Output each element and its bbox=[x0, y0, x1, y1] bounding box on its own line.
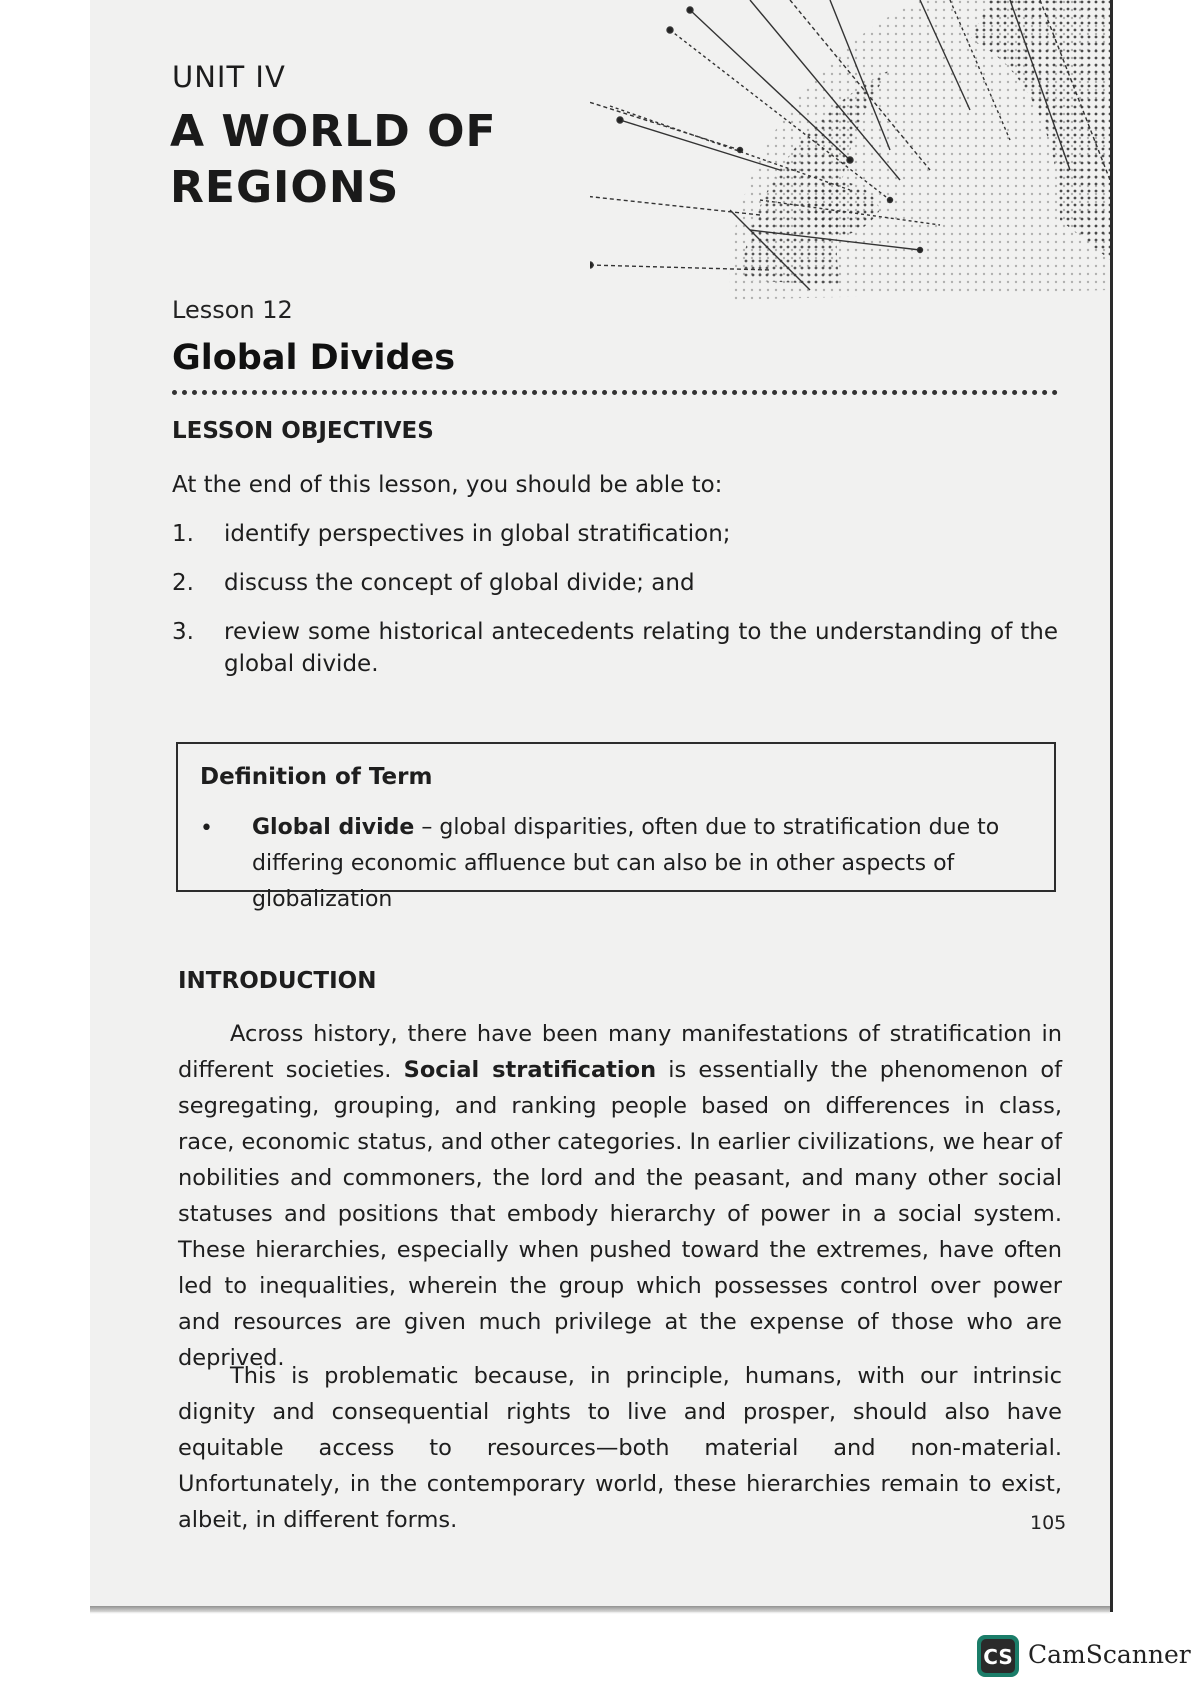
paragraph-text: is essentially the phenomenon of segregating, grouping, and ranking people based on differences in class, race, economic status, and other categories. In earlier civilizations, we hear of nobilities and commoners, the lord and the peasant, and many other social statuses and positions that embody hierarchy of power in a social system. These hierarchies, especially when pushed toward the extremes, have often led to inequalities, wherein the group which possesses control over power and resources are given much privilege at the expense of those who are deprived. bbox=[178, 1057, 1063, 1371]
objective-text: review some historical antecedents relating to the understanding of the global divide. bbox=[224, 619, 1058, 677]
unit-title: A WORLD OF REGIONS bbox=[170, 106, 497, 213]
unit-label: UNIT IV bbox=[172, 60, 286, 94]
definition-body: global disparities, often due to stratification due to differing economic affluence but can also be in other aspects of globalization bbox=[252, 815, 1000, 912]
introduction-heading: INTRODUCTION bbox=[178, 968, 377, 994]
camscanner-watermark: CamScanner bbox=[1028, 1640, 1191, 1669]
list-item bbox=[172, 567, 1058, 599]
paragraph-text: Across history, there have been many manifestations of stratification in different societies. bbox=[178, 1021, 1062, 1083]
logo-text: CS bbox=[983, 1645, 1013, 1669]
introduction-paragraph-2: This is problematic because, in principle, humans, with our intrinsic dignity and consequential rights to live and prosper, should also have equitable access to resources—both material and non-material. Unfortunately, in the contemporary world, these hierarchies remain to exist, albeit, in different forms. bbox=[178, 1363, 1062, 1533]
definition-separator: – bbox=[414, 815, 440, 840]
dotted-divider bbox=[172, 390, 1058, 395]
lesson-number: Lesson 12 bbox=[172, 296, 293, 324]
definition-term: Global divide bbox=[252, 815, 415, 840]
camscanner-logo-icon bbox=[976, 1634, 1020, 1678]
introduction-paragraph-1 bbox=[178, 1016, 1062, 1376]
list-number: 2. bbox=[172, 570, 194, 596]
dotted-globe-illustration bbox=[590, 0, 1110, 300]
page-number: 105 bbox=[1030, 1512, 1067, 1534]
page-edge-shadow bbox=[90, 1606, 1110, 1614]
objectives-heading: LESSON OBJECTIVES bbox=[172, 418, 434, 444]
objectives-intro: At the end of this lesson, you should be able to: bbox=[172, 472, 723, 498]
definition-text bbox=[252, 810, 1032, 918]
objectives-list bbox=[172, 518, 1058, 697]
bold-term: Social stratification bbox=[403, 1057, 657, 1083]
bullet-icon: • bbox=[200, 816, 213, 841]
lesson-title: Global Divides bbox=[172, 338, 456, 378]
definition-box bbox=[176, 742, 1056, 912]
objective-text: discuss the concept of global divide; and bbox=[224, 570, 695, 596]
list-item bbox=[172, 616, 1058, 680]
definition-title: Definition of Term bbox=[200, 764, 433, 790]
list-item bbox=[172, 518, 1058, 550]
list-number: 1. bbox=[172, 521, 194, 547]
list-number: 3. bbox=[172, 619, 194, 645]
objective-text: identify perspectives in global stratification; bbox=[224, 521, 731, 547]
